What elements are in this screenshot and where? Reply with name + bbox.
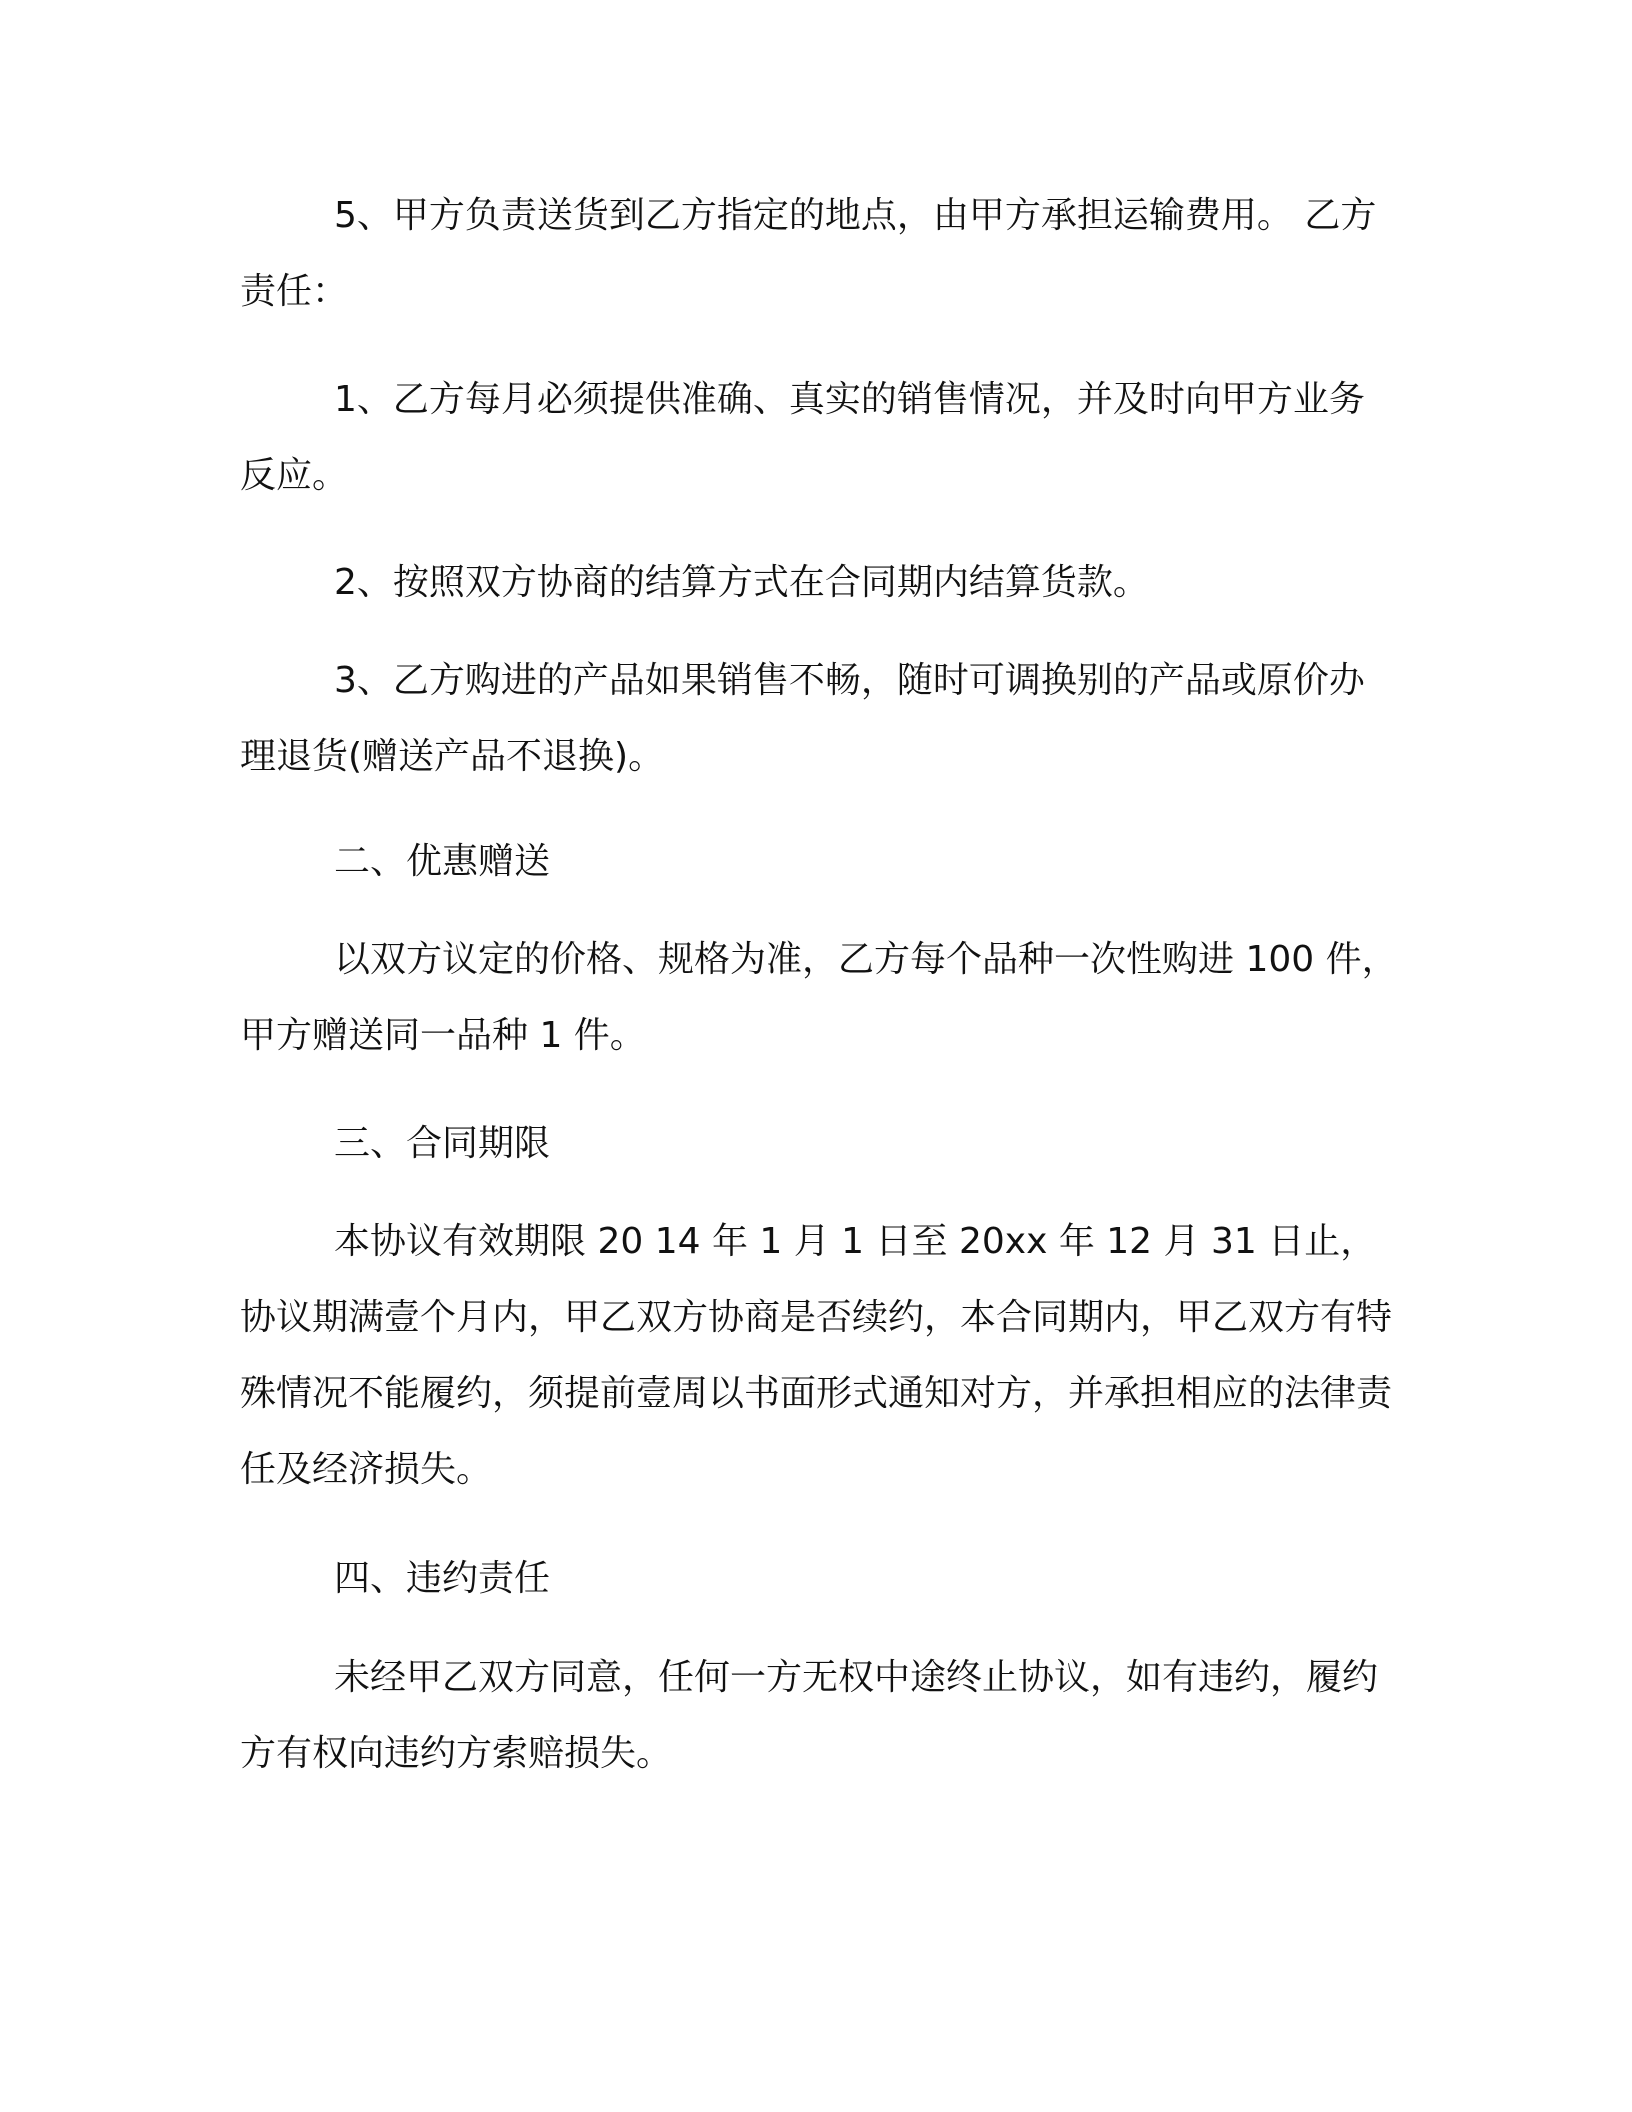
paragraph-breach-clause: 未经甲乙双方同意，任何一方无权中途终止协议，如有违约，履约方有权向违约方索赔损失。 (240, 1657, 1379, 1774)
paragraph-return-clause: 3、乙方购进的产品如果销售不畅，随时可调换别的产品或原价办理退货(赠送产品不退换)。 (240, 660, 1365, 777)
paragraph-settlement-clause: 2、按照双方协商的结算方式在合同期内结算货款。 (334, 562, 1149, 603)
section-heading-discount: 二、优惠赠送 (334, 841, 551, 882)
section-heading-term: 三、合同期限 (334, 1123, 551, 1164)
paragraph-discount-clause: 以双方议定的价格、规格为准，乙方每个品种一次性购进 100 件，甲方赠送同一品种 1 件。 (240, 939, 1398, 1056)
section-heading-breach: 四、违约责任 (334, 1558, 551, 1599)
paragraph-sales-report-clause: 1、乙方每月必须提供准确、真实的销售情况，并及时向甲方业务反应。 (240, 379, 1365, 496)
paragraph-term-clause: 本协议有效期限 20 14 年 1 月 1 日至 20xx 年 12 月 31 日止，协议期满壹个月内，甲乙双方协商是否续约，本合同期内，甲乙双方有特殊情况不能履约，须提前壹周以书面形式通知对方，并承担相应的法律责任及经济损失。 (240, 1221, 1393, 1490)
paragraph-delivery-clause: 5、甲方负责送货到乙方指定的地点，由甲方承担运输费用。 乙方责任： (240, 195, 1377, 312)
